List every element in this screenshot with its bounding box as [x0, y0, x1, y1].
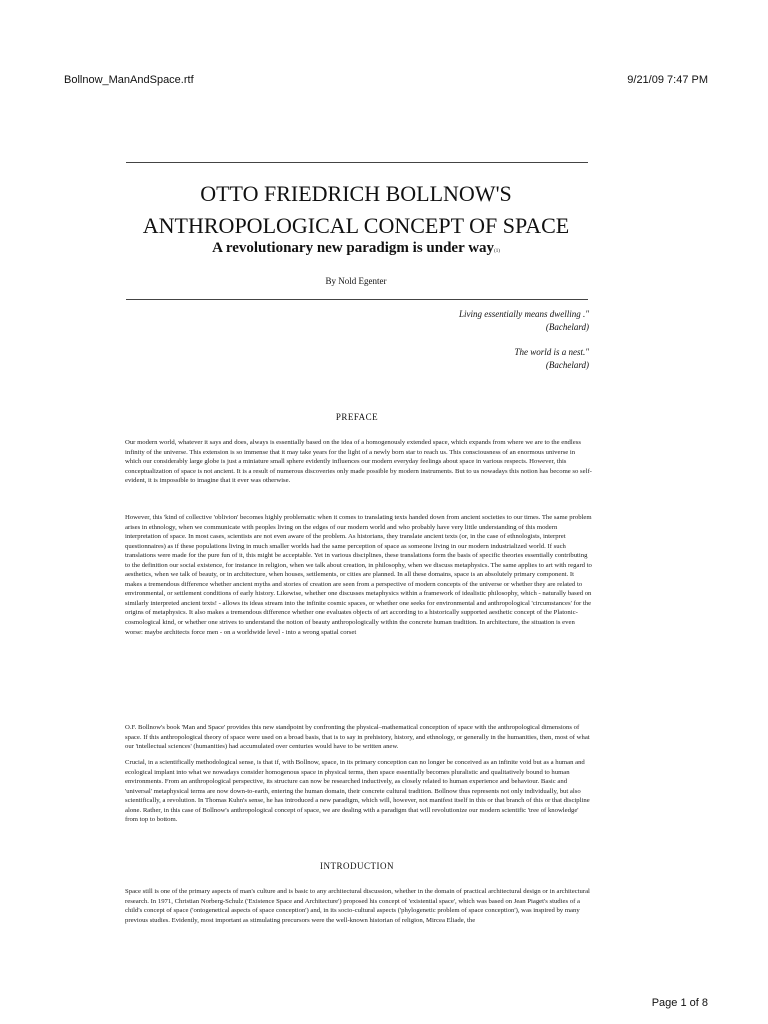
epigraph-quote: [459, 308, 589, 334]
quote-text: The world is a nest.": [514, 347, 589, 357]
document-title: [0, 178, 712, 242]
page-number: Page 1 of 8: [651, 997, 708, 1009]
subtitle-footnote-marker: (1): [494, 249, 500, 254]
quote-text: Living essentially means dwelling .": [458, 309, 589, 319]
document-subtitle: [0, 240, 712, 257]
body-paragraph: Space still is one of the primary aspects of man's culture and is basic to any architectural discussion, whether in the domain of practical architectural design or in architectural research. In 1971, Christian Norberg-Schulz ('Existence Space and Architecture') proposed his concept of 'existential space', which was based on Jean Piaget's studies of a child's concept of space ('ontogenetical aspects of space conception') and, in its socio-cultural aspects ('phylogenetic problem of space conception'), was inspired by many previous studies. Evidently, most important as stimulating precursors were the well-known historian of religion, Mircea Eliade, the: [125, 888, 590, 924]
author-byline: By Nold Egenter: [325, 276, 387, 286]
epigraph-quote: [514, 346, 589, 372]
quote-attribution: (Bachelard): [545, 360, 589, 370]
subtitle-text: A revolutionary new paradigm is under way: [212, 240, 495, 256]
body-paragraph: O.F. Bollnow's book 'Man and Space' provides this new standpoint by confronting the physical–mathematical conception of space with the anthropological dimensions of space. If this anthropological theory of space were used on a broad basis, that is to say in prehistory, history, and ethnology, or generally in the humanities, then, most of what our 'intellectual sciences' (humanities) had accumulated over centuries would have to be written anew.: [125, 724, 590, 751]
byline-bottom-rule: [126, 299, 588, 300]
quote-attribution: (Bachelard): [545, 322, 589, 332]
body-paragraph: However, this 'kind of collective 'oblivion' becomes highly problematic when it comes to translating texts handed down from ancient societies to our times. The same problem arises in ethnology, when we communicate with peoples living on the edges of our modern world and who probably have very little understanding of this modern interpretation of space. In most cases, scientists are not even aware of the problem. As historians, they translate ancient texts (or, in the case of ethnologists, interpret questionnaires) as if these populations living in much smaller worlds had the same perception of space as someone living in our modern industrialized world. If such translations were made for the pure fun of it, this might be acceptable. Yet in various disciplines, these translations form the basis of specific theories essentially contributing to the definition our social existence, for instance in religion, when we talk about creation, in philosophy, when we discuss metaphysics. The same applies to art with regard to aesthetics, when we talk of beauty, or in architecture, when houses, settlements, or cities are planned. In all these domains, space is an absolutely primary component. It makes a tremendous difference whether ancient myths and stories of creation are seen from a perspective of modern concepts of the universe or whether they are related to environmental, or settlement conditions of early history. Likewise, whether one discusses metaphysics within a framework of idealistic philosophy, which - naturally based on similarly interpreted ancient texts! - allows its ideas stream into the infinite cosmic spaces, or whether one seeks for environmental and anthropological 'circumstances' for the origins of metaphysics. It also makes a tremendous difference whether one evaluates objects of art according to a historically supported aesthetic concept of the Platonic-cosmological kind, or whether one strives to understand the notion of beauty anthropologically within the concrete human tradition. In architecture, the situation is even worse: maybe architects force men - on a worldwide level - into a wrong spatial corset: [125, 514, 592, 636]
section-heading-introduction: INTRODUCTION: [320, 861, 394, 871]
title-top-rule: [126, 162, 588, 163]
print-timestamp: 9/21/09 7:47 PM: [627, 74, 708, 86]
body-paragraph: Crucial, in a scientifically methodological sense, is that if, with Bollnow, space, in its primary conception can no longer be conceived as an infinite void but as a human and ecological implant into what we nowadays consider homogenous space in physical terms, then space essentially becomes pluralistic and qualitatively bound to human environments. From an anthropological perspective, its structure can now be researched inductively, as closely related to human experience and behaviour. Basic and 'universal' metaphysical terms are now down-to-earth, entering the human domain, their concrete cultural tradition. Bollnow thus represents not only individually, but also scientifically, a revolution. In Thomas Kuhn's sense, he has introduced a new paradigm, which will, however, not manifest itself in this or that branch of this or that discipline alone. Rather, in this case of Bollnow's anthropological concept of space, we are dealing with a paradigm that will revolutionize our modern scientific 'tree of knowledge' from top to bottom.: [125, 759, 590, 824]
title-line-2: ANTHROPOLOGICAL CONCEPT OF SPACE: [142, 213, 570, 238]
document-filename: Bollnow_ManAndSpace.rtf: [64, 74, 194, 86]
title-line-1: OTTO FRIEDRICH BOLLNOW'S: [200, 181, 512, 206]
body-paragraph: Our modern world, whatever it says and does, always is essentially based on the idea of a homogenously extended space, which expands from where we are to the endless infinity of the universe. This extension is so immense that it may take years for the light of a newly born star to reach us. This consciousness of an enormous universe in which our considerably large globe is just a miniature small sphere evidently influences our modern everyday feelings about space in various respects. However, this conceptualization of space is not ancient. It is a result of numerous discoveries only made possible by modern instruments. But to us nowadays this notion has become so self-evident, it is impossible to imagine that it ever was otherwise.: [125, 439, 592, 485]
section-heading-preface: PREFACE: [335, 412, 379, 422]
